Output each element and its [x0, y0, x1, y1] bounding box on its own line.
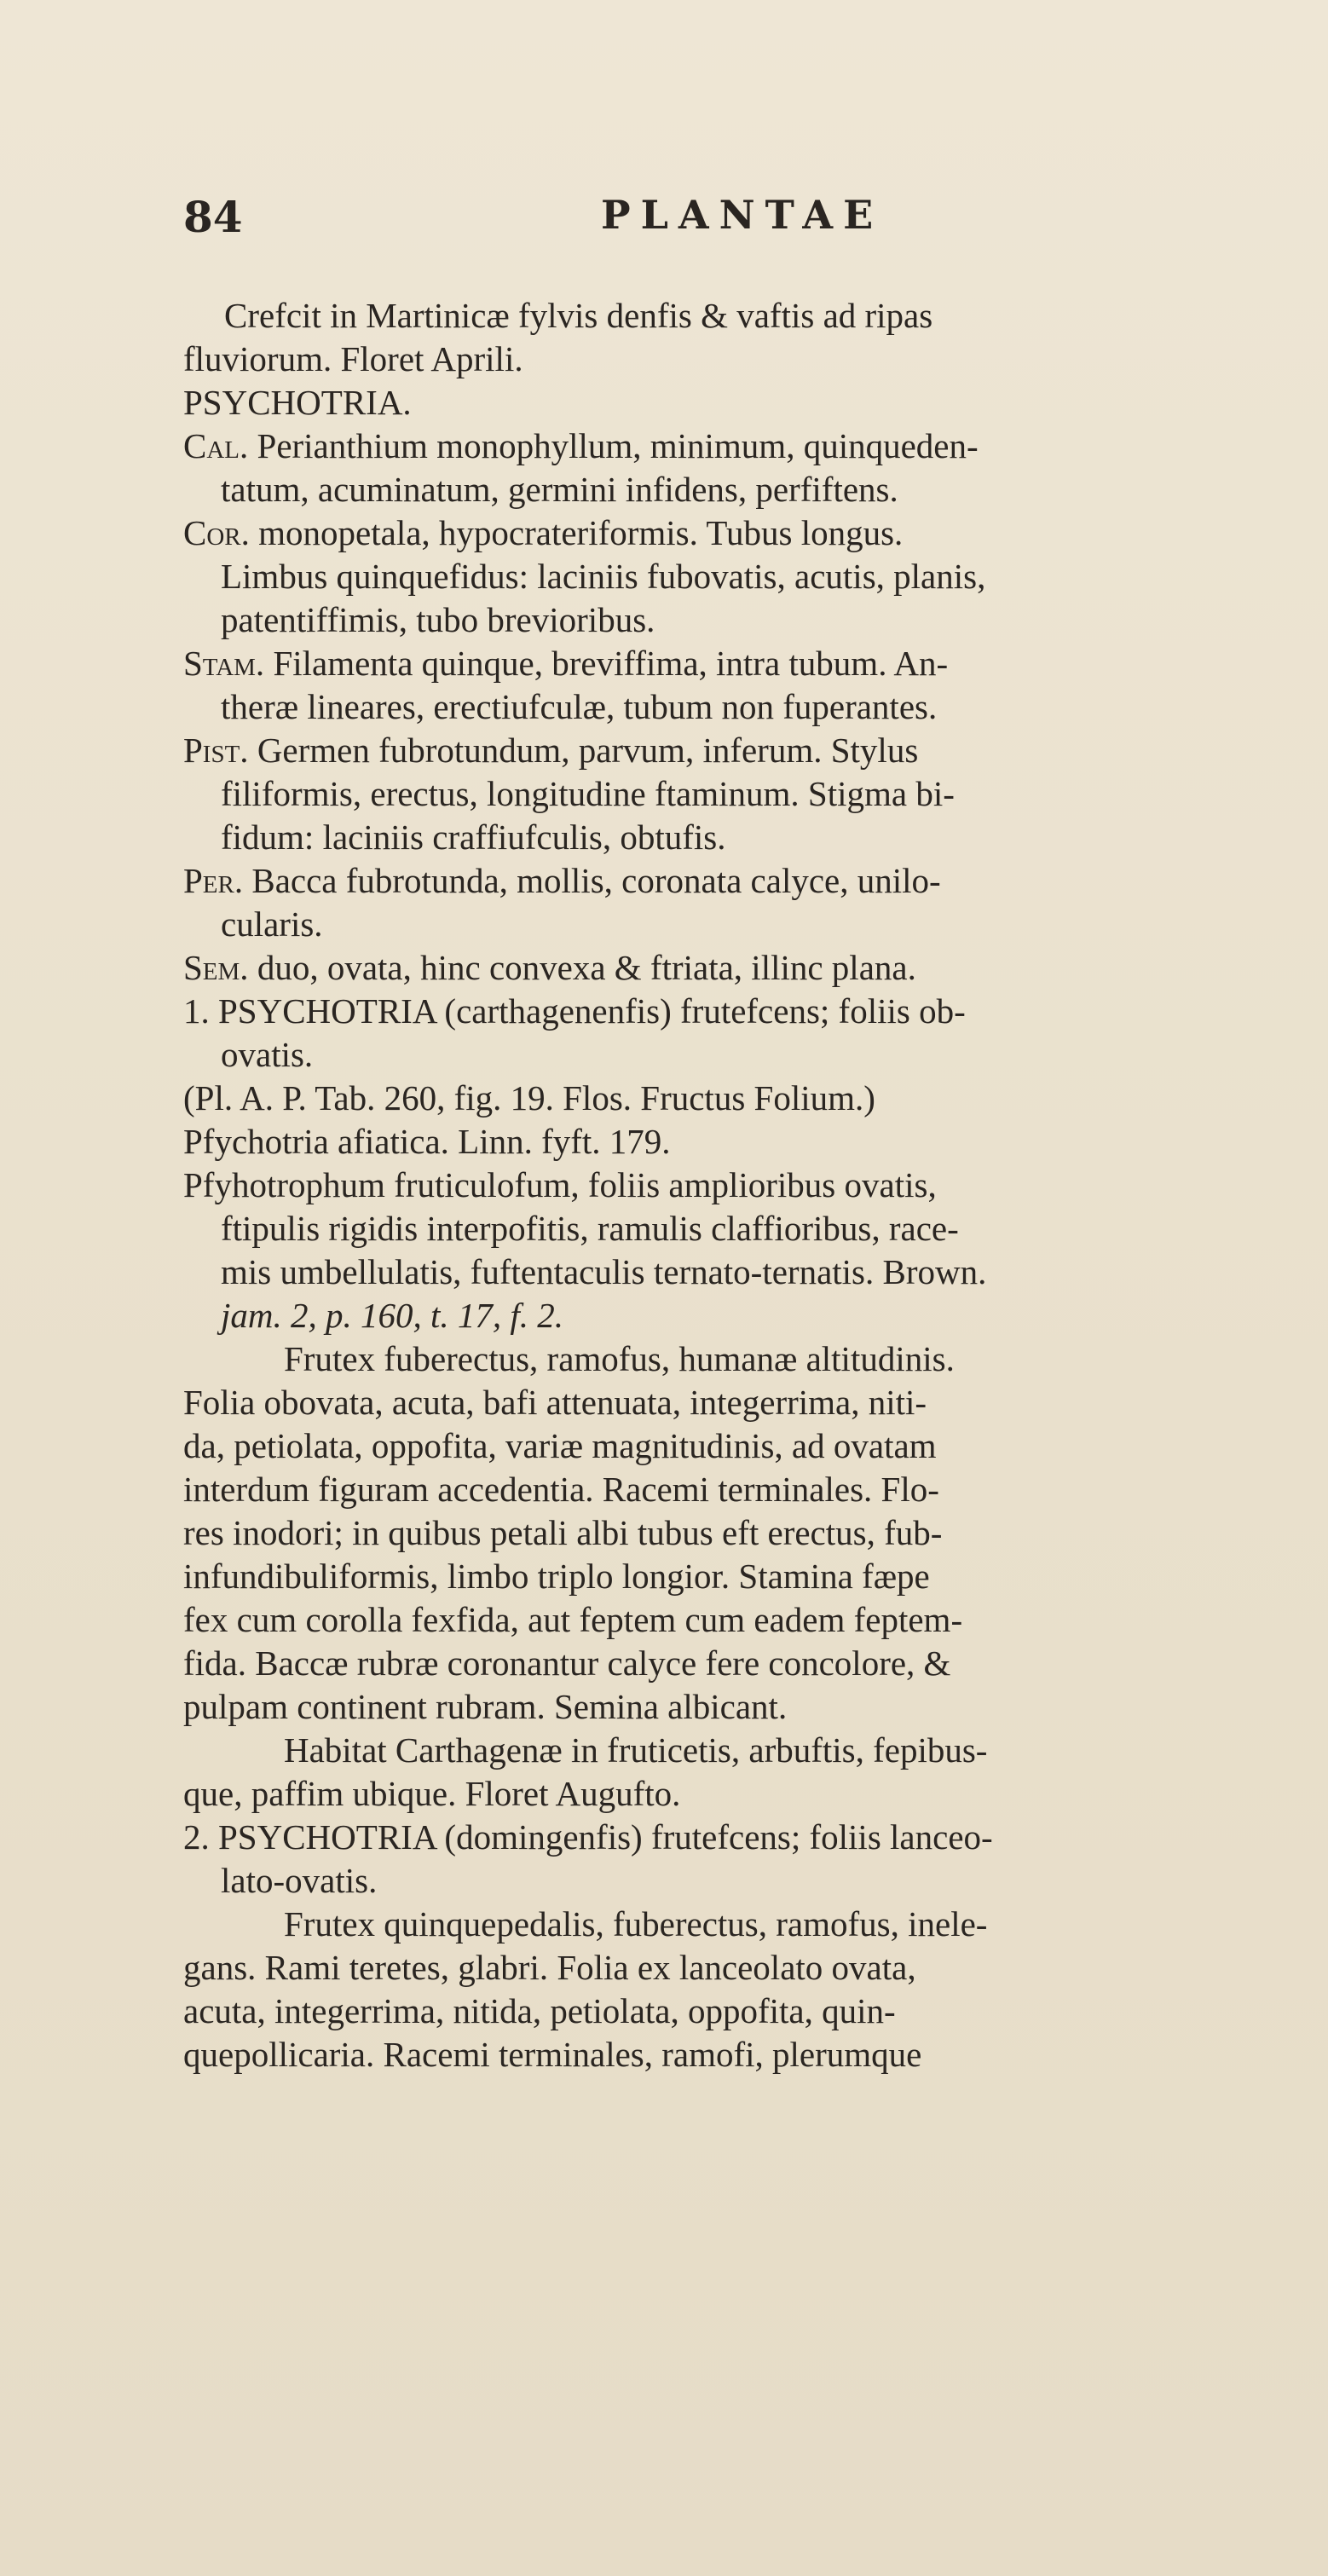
text-line: Frutex quinquepedalis, fuberectus, ramofus, inele-	[284, 1904, 988, 1944]
text-line: Pfychotria afiatica. Linn. fyft. 179.	[183, 1122, 671, 1161]
text-line: mis umbellulatis, fuftentaculis ternato-ternatis. Brown.	[221, 1252, 987, 1291]
text-line: res inodori; in quibus petali albi tubus eft erectus, fub-	[183, 1513, 943, 1552]
text-line: fex cum corolla fexfida, aut feptem cum eadem feptem-	[183, 1600, 963, 1639]
text-line: Pfyhotrophum fruticulofum, foliis amplioribus ovatis,	[183, 1165, 937, 1204]
text-line: pulpam continent rubram. Semina albicant.	[183, 1687, 788, 1726]
text-line: Per. Bacca fubrotunda, mollis, coronata calyce, unilo-	[183, 861, 941, 900]
text-line: Crefcit in Martinicæ fylvis denfis & vaftis ad ripas	[224, 296, 933, 335]
text-line: Frutex fuberectus, ramofus, humanæ altitudinis.	[284, 1339, 955, 1378]
text-line: fidum: laciniis craffiufculis, obtufis.	[221, 817, 726, 857]
text-line: jam. 2, p. 160, t. 17, f. 2.	[221, 1296, 564, 1335]
text-line: fluviorum. Floret Aprili.	[183, 339, 523, 378]
text-line: fida. Baccæ rubræ coronantur calyce fere concolore, &	[183, 1643, 951, 1683]
text-line: Stam. Filamenta quinque, breviffima, intra tubum. An-	[183, 644, 949, 683]
text-line: Limbus quinquefidus: laciniis fubovatis, acutis, planis,	[221, 557, 986, 596]
text-line: Cor. monopetala, hypocrateriformis. Tubus longus.	[183, 513, 904, 552]
section-label: Pist.	[183, 731, 249, 770]
text-line: acuta, integerrima, nitida, petiolata, oppofita, quin-	[183, 1991, 896, 2030]
text-line: ovatis.	[221, 1035, 314, 1074]
text-line: filiformis, erectus, longitudine ftaminum. Stigma bi-	[221, 774, 955, 813]
page-header	[183, 192, 1291, 260]
section-label: Sem.	[183, 948, 249, 987]
section-label: Cal.	[183, 426, 249, 465]
text-line: da, petiolata, oppofita, variæ magnitudinis, ad ovatam	[183, 1426, 937, 1465]
running-title: PLANTAE	[601, 192, 884, 238]
species-heading: 2. PSYCHOTRIA (domingenfis) frutefcens; foliis lanceo-	[183, 1817, 993, 1857]
text-line: infundibuliformis, limbo triplo longior. Stamina fæpe	[183, 1557, 930, 1596]
genus-heading: PSYCHOTRIA.	[183, 383, 412, 422]
text-line: theræ lineares, erectiufculæ, tubum non fuperantes.	[221, 687, 938, 726]
text-line: Folia obovata, acuta, bafi attenuata, integerrima, niti-	[183, 1383, 927, 1422]
text-line: (Pl. A. P. Tab. 260, fig. 19. Flos. Fructus Folium.)	[183, 1078, 875, 1118]
text-line: interdum figuram accedentia. Racemi terminales. Flo-	[183, 1470, 939, 1509]
page-number: 84	[183, 192, 243, 242]
section-label: Per.	[183, 861, 244, 900]
text-line: patentiffimis, tubo brevioribus.	[221, 600, 655, 639]
text-line: cularis.	[221, 904, 323, 944]
section-label: Stam.	[183, 644, 265, 683]
section-label: Cor.	[183, 513, 250, 552]
text-line: ftipulis rigidis interpofitis, ramulis claffioribus, race-	[221, 1209, 959, 1248]
text-line: quepollicaria. Racemi terminales, ramofi, plerumque	[183, 2035, 922, 2074]
text-line: Sem. duo, ovata, hinc convexa & ftriata, illinc plana.	[183, 948, 916, 987]
text-line: Pist. Germen fubrotundum, parvum, inferum. Stylus	[183, 731, 919, 770]
text-line: gans. Rami teretes, glabri. Folia ex lanceolato ovata,	[183, 1948, 916, 1987]
text-line: Cal. Perianthium monophyllum, minimum, quinqueden-	[183, 426, 979, 465]
text-line: que, paffim ubique. Floret Augufto.	[183, 1774, 681, 1813]
text-line: lato-ovatis.	[221, 1861, 378, 1900]
body-text	[183, 294, 1296, 2076]
text-line: tatum, acuminatum, germini infidens, perfiftens.	[221, 470, 898, 509]
text-line: Habitat Carthagenæ in fruticetis, arbuftis, fepibus-	[284, 1730, 988, 1770]
species-heading: 1. PSYCHOTRIA (carthagenenfis) frutefcens; foliis ob-	[183, 991, 966, 1031]
